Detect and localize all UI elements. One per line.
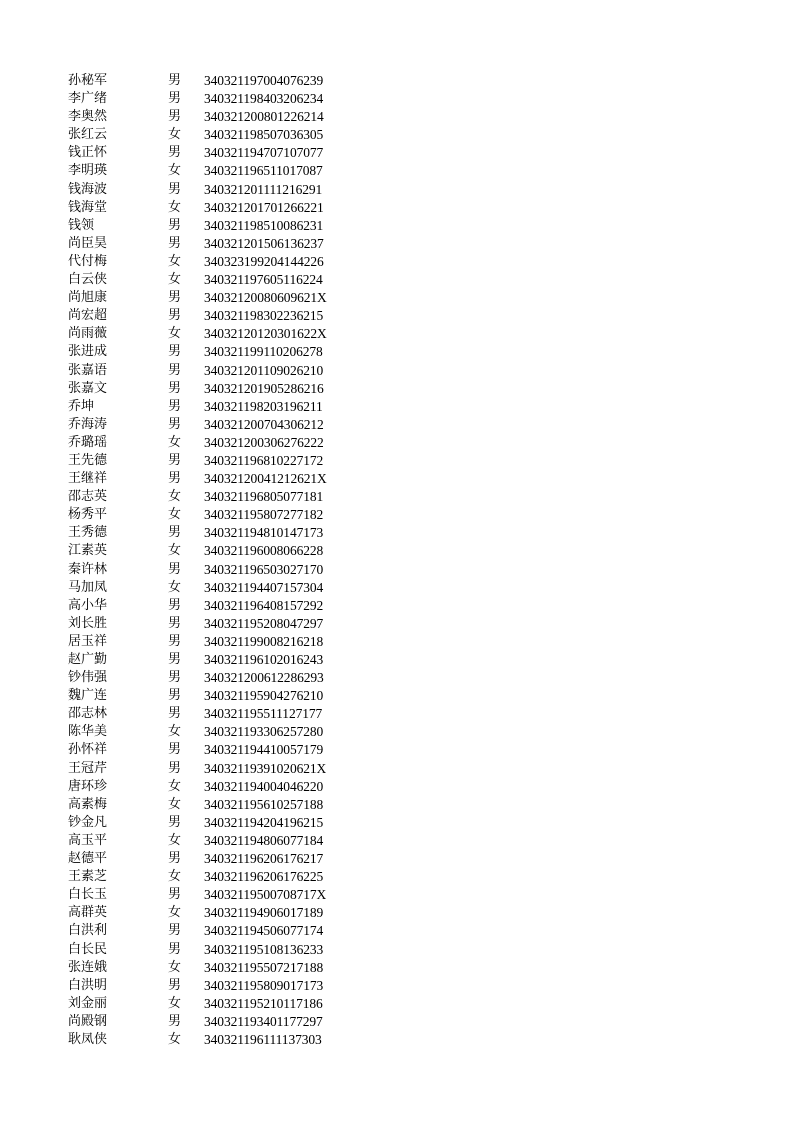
gender-cell: 男 xyxy=(168,308,182,324)
id-number-cell: 340321196206176225 xyxy=(204,869,324,885)
id-number-cell: 340321193306257280 xyxy=(204,724,324,740)
table-row xyxy=(68,90,358,108)
name-cell: 孙怀祥 xyxy=(68,742,108,758)
table-row xyxy=(68,253,358,271)
table-row xyxy=(68,633,358,651)
table-row xyxy=(68,651,358,669)
gender-cell: 女 xyxy=(168,272,182,288)
table-row xyxy=(68,126,358,144)
table-row xyxy=(68,687,358,705)
gender-cell: 男 xyxy=(168,597,182,613)
id-number-cell: 340321194810147173 xyxy=(204,525,324,541)
name-cell: 邵志林 xyxy=(68,706,108,722)
table-row xyxy=(68,72,358,90)
gender-cell: 女 xyxy=(168,199,182,215)
gender-cell: 男 xyxy=(168,670,182,686)
table-row xyxy=(68,1013,358,1031)
name-cell: 刘长胜 xyxy=(68,615,108,631)
name-cell: 耿凤侠 xyxy=(68,1031,108,1047)
name-cell: 尚臣昊 xyxy=(68,235,108,251)
table-row xyxy=(68,760,358,778)
name-cell: 白云侠 xyxy=(68,272,108,288)
gender-cell: 男 xyxy=(168,561,182,577)
gender-cell: 女 xyxy=(168,253,182,269)
table-row xyxy=(68,741,358,759)
table-row xyxy=(68,235,358,253)
name-cell: 白长民 xyxy=(68,941,108,957)
gender-cell: 男 xyxy=(168,887,182,903)
name-cell: 孙秘军 xyxy=(68,73,108,88)
id-number-cell: 340321194707107077 xyxy=(204,145,324,161)
name-cell: 高群英 xyxy=(68,905,108,921)
id-number-cell: 340321195108136233 xyxy=(204,941,324,957)
name-cell: 王继祥 xyxy=(68,471,108,487)
id-number-cell: 340321198510086231 xyxy=(204,217,324,233)
name-cell: 张嘉语 xyxy=(68,362,108,378)
table-row xyxy=(68,199,358,217)
table-row xyxy=(68,398,358,416)
id-number-cell: 340321194407157304 xyxy=(204,579,324,595)
gender-cell: 女 xyxy=(168,127,182,143)
table-row xyxy=(68,434,358,452)
name-cell: 江素英 xyxy=(68,543,108,559)
table-row xyxy=(68,669,358,687)
table-row xyxy=(68,325,358,343)
id-number-cell: 340321198302236215 xyxy=(204,308,324,324)
name-cell: 杨秀平 xyxy=(68,507,108,523)
id-number-cell: 340321195809017173 xyxy=(204,977,324,993)
name-cell: 李明瑛 xyxy=(68,163,108,179)
id-number-cell: 340321194204196215 xyxy=(204,814,324,830)
table-row xyxy=(68,144,358,162)
table-row xyxy=(68,380,358,398)
name-cell: 高素梅 xyxy=(68,796,108,812)
id-number-cell: 340321200612286293 xyxy=(204,670,324,686)
table-row xyxy=(68,615,358,633)
name-cell: 李广绪 xyxy=(68,91,108,107)
table-row xyxy=(68,524,358,542)
id-number-cell: 34032120120301622X xyxy=(204,326,327,342)
name-cell: 张红云 xyxy=(68,127,108,143)
record-list xyxy=(68,72,358,1049)
name-cell: 秦许林 xyxy=(68,561,108,577)
id-number-cell: 340321194004046220 xyxy=(204,778,324,794)
id-number-cell: 340321200801226214 xyxy=(204,109,324,125)
id-number-cell: 340321195511127177 xyxy=(204,706,323,722)
name-cell: 乔坤 xyxy=(68,398,95,414)
gender-cell: 男 xyxy=(168,380,182,396)
gender-cell: 男 xyxy=(168,1013,182,1029)
name-cell: 白长玉 xyxy=(68,887,108,903)
table-row xyxy=(68,1031,358,1049)
gender-cell: 男 xyxy=(168,471,182,487)
gender-cell: 男 xyxy=(168,290,182,306)
id-number-cell: 340321198403206234 xyxy=(204,91,324,107)
gender-cell: 女 xyxy=(168,869,182,885)
gender-cell: 女 xyxy=(168,543,182,559)
id-number-cell: 340323199204144226 xyxy=(204,253,324,269)
id-number-cell: 340321198507036305 xyxy=(204,127,324,143)
gender-cell: 男 xyxy=(168,977,182,993)
id-number-cell: 340321195807277182 xyxy=(204,507,324,523)
gender-cell: 男 xyxy=(168,362,182,378)
name-cell: 张进成 xyxy=(68,344,108,360)
table-row xyxy=(68,977,358,995)
id-number-cell: 340321195210117186 xyxy=(204,995,323,1011)
id-number-cell: 340321196408157292 xyxy=(204,597,324,613)
id-number-cell: 340321201905286216 xyxy=(204,380,324,396)
id-number-cell: 340321197004076239 xyxy=(204,73,324,88)
name-cell: 白洪利 xyxy=(68,923,108,939)
id-number-cell: 340321196111137303 xyxy=(204,1031,322,1047)
name-cell: 马加凤 xyxy=(68,579,108,595)
table-row xyxy=(68,922,358,940)
name-cell: 邵志英 xyxy=(68,489,108,505)
gender-cell: 男 xyxy=(168,742,182,758)
table-row xyxy=(68,506,358,524)
id-number-cell: 340321201109026210 xyxy=(204,362,324,378)
gender-cell: 男 xyxy=(168,941,182,957)
name-cell: 钱海波 xyxy=(68,181,108,197)
name-cell: 尚旭康 xyxy=(68,290,108,306)
name-cell: 钱正怀 xyxy=(68,145,108,161)
table-row xyxy=(68,416,358,434)
name-cell: 赵广勤 xyxy=(68,652,108,667)
table-row xyxy=(68,597,358,615)
name-cell: 尚殿钢 xyxy=(68,1013,108,1029)
id-number-cell: 340321193401177297 xyxy=(204,1013,323,1029)
gender-cell: 女 xyxy=(168,959,182,975)
gender-cell: 女 xyxy=(168,724,182,740)
gender-cell: 男 xyxy=(168,91,182,107)
gender-cell: 女 xyxy=(168,434,182,450)
table-row xyxy=(68,723,358,741)
table-row xyxy=(68,343,358,361)
gender-cell: 男 xyxy=(168,181,182,197)
table-row xyxy=(68,307,358,325)
gender-cell: 女 xyxy=(168,832,182,848)
gender-cell: 女 xyxy=(168,995,182,1011)
name-cell: 陈华美 xyxy=(68,724,108,740)
table-row xyxy=(68,778,358,796)
name-cell: 钞伟强 xyxy=(68,670,108,686)
table-row xyxy=(68,289,358,307)
name-cell: 唐环珍 xyxy=(68,778,108,794)
gender-cell: 男 xyxy=(168,109,182,125)
gender-cell: 男 xyxy=(168,760,182,776)
id-number-cell: 340321194410057179 xyxy=(204,742,324,758)
name-cell: 李奥然 xyxy=(68,109,108,125)
id-number-cell: 340321199110206278 xyxy=(204,344,323,360)
name-cell: 白洪明 xyxy=(68,977,108,993)
name-cell: 张嘉文 xyxy=(68,380,108,396)
name-cell: 赵德平 xyxy=(68,851,108,867)
gender-cell: 女 xyxy=(168,796,182,812)
name-cell: 钱海堂 xyxy=(68,199,108,215)
name-cell: 王冠芹 xyxy=(68,760,108,776)
id-number-cell: 340321196206176217 xyxy=(204,851,324,867)
id-number-cell: 340321196805077181 xyxy=(204,489,324,505)
id-number-cell: 34032119391020621X xyxy=(204,760,327,776)
table-row xyxy=(68,452,358,470)
table-row xyxy=(68,814,358,832)
table-row xyxy=(68,904,358,922)
id-number-cell: 340321196511017087 xyxy=(204,163,323,179)
id-number-cell: 340321198203196211 xyxy=(204,398,323,414)
name-cell: 张连娥 xyxy=(68,959,108,975)
id-number-cell: 340321194506077174 xyxy=(204,923,324,939)
gender-cell: 男 xyxy=(168,525,182,541)
gender-cell: 男 xyxy=(168,416,182,432)
gender-cell: 女 xyxy=(168,579,182,595)
table-row xyxy=(68,832,358,850)
id-number-cell: 340321201701266221 xyxy=(204,199,324,215)
gender-cell: 男 xyxy=(168,73,182,88)
id-number-cell: 340321196810227172 xyxy=(204,452,324,468)
table-row xyxy=(68,217,358,235)
name-cell: 高小华 xyxy=(68,597,108,613)
id-number-cell: 340321195507217188 xyxy=(204,959,324,975)
table-row xyxy=(68,959,358,977)
gender-cell: 女 xyxy=(168,1031,182,1047)
gender-cell: 男 xyxy=(168,923,182,939)
name-cell: 尚雨薇 xyxy=(68,326,108,342)
gender-cell: 男 xyxy=(168,344,182,360)
name-cell: 钞金凡 xyxy=(68,814,108,830)
id-number-cell: 340321200306276222 xyxy=(204,434,324,450)
gender-cell: 男 xyxy=(168,652,182,667)
id-number-cell: 340321201506136237 xyxy=(204,235,324,251)
name-cell: 高玉平 xyxy=(68,832,108,848)
gender-cell: 女 xyxy=(168,778,182,794)
table-row xyxy=(68,271,358,289)
gender-cell: 男 xyxy=(168,633,182,649)
table-row xyxy=(68,362,358,380)
gender-cell: 男 xyxy=(168,851,182,867)
name-cell: 乔海涛 xyxy=(68,416,108,432)
id-number-cell: 340321197605116224 xyxy=(204,272,323,288)
table-row xyxy=(68,181,358,199)
id-number-cell: 340321196008066228 xyxy=(204,543,324,559)
gender-cell: 男 xyxy=(168,217,182,233)
name-cell: 王素芝 xyxy=(68,869,108,885)
name-cell: 王先德 xyxy=(68,452,108,468)
id-number-cell: 34032120041212621X xyxy=(204,471,327,487)
table-row xyxy=(68,868,358,886)
table-row xyxy=(68,561,358,579)
id-number-cell: 340321194906017189 xyxy=(204,905,324,921)
id-number-cell: 34032120080609621X xyxy=(204,290,327,306)
gender-cell: 男 xyxy=(168,814,182,830)
gender-cell: 男 xyxy=(168,398,182,414)
table-row xyxy=(68,850,358,868)
id-number-cell: 34032119500708717X xyxy=(204,887,327,903)
gender-cell: 男 xyxy=(168,706,182,722)
id-number-cell: 340321194806077184 xyxy=(204,832,324,848)
id-number-cell: 340321195208047297 xyxy=(204,615,324,631)
table-row xyxy=(68,995,358,1013)
name-cell: 乔璐瑶 xyxy=(68,434,108,450)
table-row xyxy=(68,941,358,959)
gender-cell: 女 xyxy=(168,163,182,179)
name-cell: 尚宏超 xyxy=(68,308,108,324)
id-number-cell: 340321195610257188 xyxy=(204,796,324,812)
table-row xyxy=(68,705,358,723)
gender-cell: 男 xyxy=(168,615,182,631)
name-cell: 魏广连 xyxy=(68,688,108,704)
name-cell: 刘金丽 xyxy=(68,995,108,1011)
name-cell: 钱领 xyxy=(68,217,95,233)
gender-cell: 男 xyxy=(168,235,182,251)
table-row xyxy=(68,470,358,488)
gender-cell: 男 xyxy=(168,452,182,468)
gender-cell: 男 xyxy=(168,688,182,704)
id-number-cell: 340321196503027170 xyxy=(204,561,324,577)
gender-cell: 男 xyxy=(168,145,182,161)
id-number-cell: 340321201111216291 xyxy=(204,181,323,197)
gender-cell: 女 xyxy=(168,905,182,921)
table-row xyxy=(68,796,358,814)
id-number-cell: 340321196102016243 xyxy=(204,652,324,667)
name-cell: 王秀德 xyxy=(68,525,108,541)
name-cell: 代付梅 xyxy=(68,253,108,269)
table-row xyxy=(68,162,358,180)
name-cell: 居玉祥 xyxy=(68,633,108,649)
table-row xyxy=(68,579,358,597)
id-number-cell: 340321200704306212 xyxy=(204,416,324,432)
table-row xyxy=(68,542,358,560)
id-number-cell: 340321199008216218 xyxy=(204,633,324,649)
table-row xyxy=(68,488,358,506)
table-row xyxy=(68,108,358,126)
id-number-cell: 340321195904276210 xyxy=(204,688,324,704)
table-row xyxy=(68,886,358,904)
gender-cell: 女 xyxy=(168,489,182,505)
gender-cell: 女 xyxy=(168,507,182,523)
gender-cell: 女 xyxy=(168,326,182,342)
